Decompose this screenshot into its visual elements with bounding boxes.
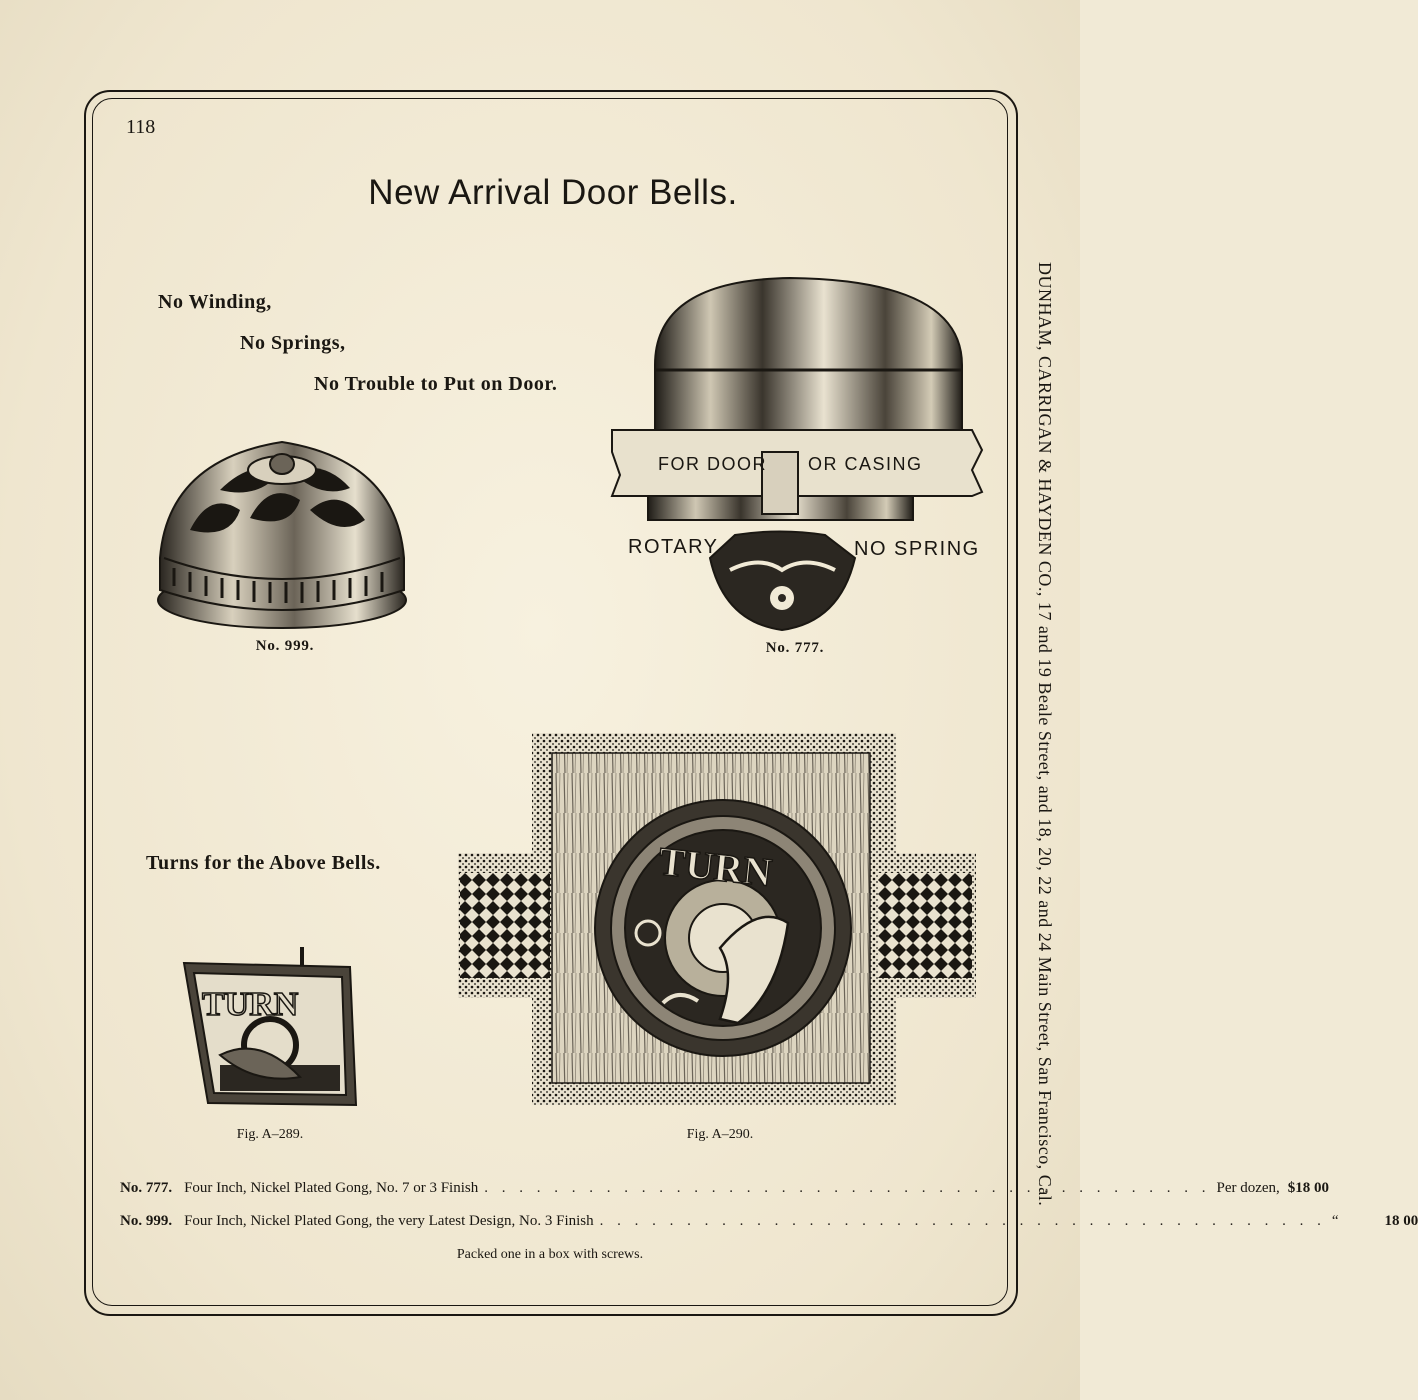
bell-999-illustration (150, 430, 415, 635)
price-row-777 (120, 1180, 1330, 1197)
bell-777-caption: No. 777. (765, 640, 825, 656)
bell-777-rotary-label: ROTARY (628, 536, 719, 558)
leader-dots: . . . . . . . . . . . . . . . . . . . . . . . . . . . . . . . . . . . . . . . . . . (484, 1180, 1211, 1196)
price-item-price: $18 00 (1287, 1180, 1330, 1196)
publisher-address: DUNHAM, CARRIGAN & HAYDEN CO., 17 and 19 Beale Street, and 18, 20, 22 and 24 Main Street, San Francisco, Cal. (1035, 262, 1055, 1207)
packing-note: Packed one in a box with screws. (456, 1247, 644, 1262)
price-item-description: Four Inch, Nickel Plated Gong, No. 7 or 3 Finish (184, 1180, 479, 1196)
price-item-number: No. 999. (120, 1213, 173, 1229)
turn-a289-caption: Fig. A–289. (236, 1127, 304, 1142)
turn-a289-engraving: TURN (202, 986, 299, 1023)
bell-777-no-spring-label: NO SPRING (854, 538, 980, 560)
tagline-no-springs: No Springs, (240, 332, 346, 354)
bell-777-band-label-left: FOR DOOR (658, 454, 767, 474)
bell-999-caption: No. 999. (255, 638, 315, 654)
bell-777-band-label-right: OR CASING (808, 454, 923, 474)
price-item-price: 18 00 (1384, 1213, 1418, 1229)
price-item-number: No. 777. (120, 1180, 173, 1196)
turns-heading: Turns for the Above Bells. (146, 852, 381, 874)
turn-a290-engraving: TURN (656, 838, 775, 895)
leader-dots: . . . . . . . . . . . . . . . . . . . . . . . . . . . . . . . . . . . . . . . . . . (599, 1213, 1326, 1229)
price-item-unit: Per dozen, (1216, 1180, 1280, 1196)
price-row-999 (120, 1213, 1418, 1230)
page-number: 118 (126, 116, 156, 138)
turn-a290-caption: Fig. A–290. (686, 1127, 754, 1142)
page-title: New Arrival Door Bells. (368, 173, 738, 212)
tagline-no-trouble: No Trouble to Put on Door. (314, 373, 558, 395)
bell-777-illustration (600, 270, 985, 640)
turn-a290-illustration (458, 733, 976, 1105)
price-item-unit: “ (1331, 1213, 1339, 1229)
turn-a289-illustration (180, 945, 360, 1110)
tagline-no-winding: No Winding, (158, 291, 272, 313)
price-item-description: Four Inch, Nickel Plated Gong, the very Latest Design, No. 3 Finish (184, 1213, 594, 1229)
